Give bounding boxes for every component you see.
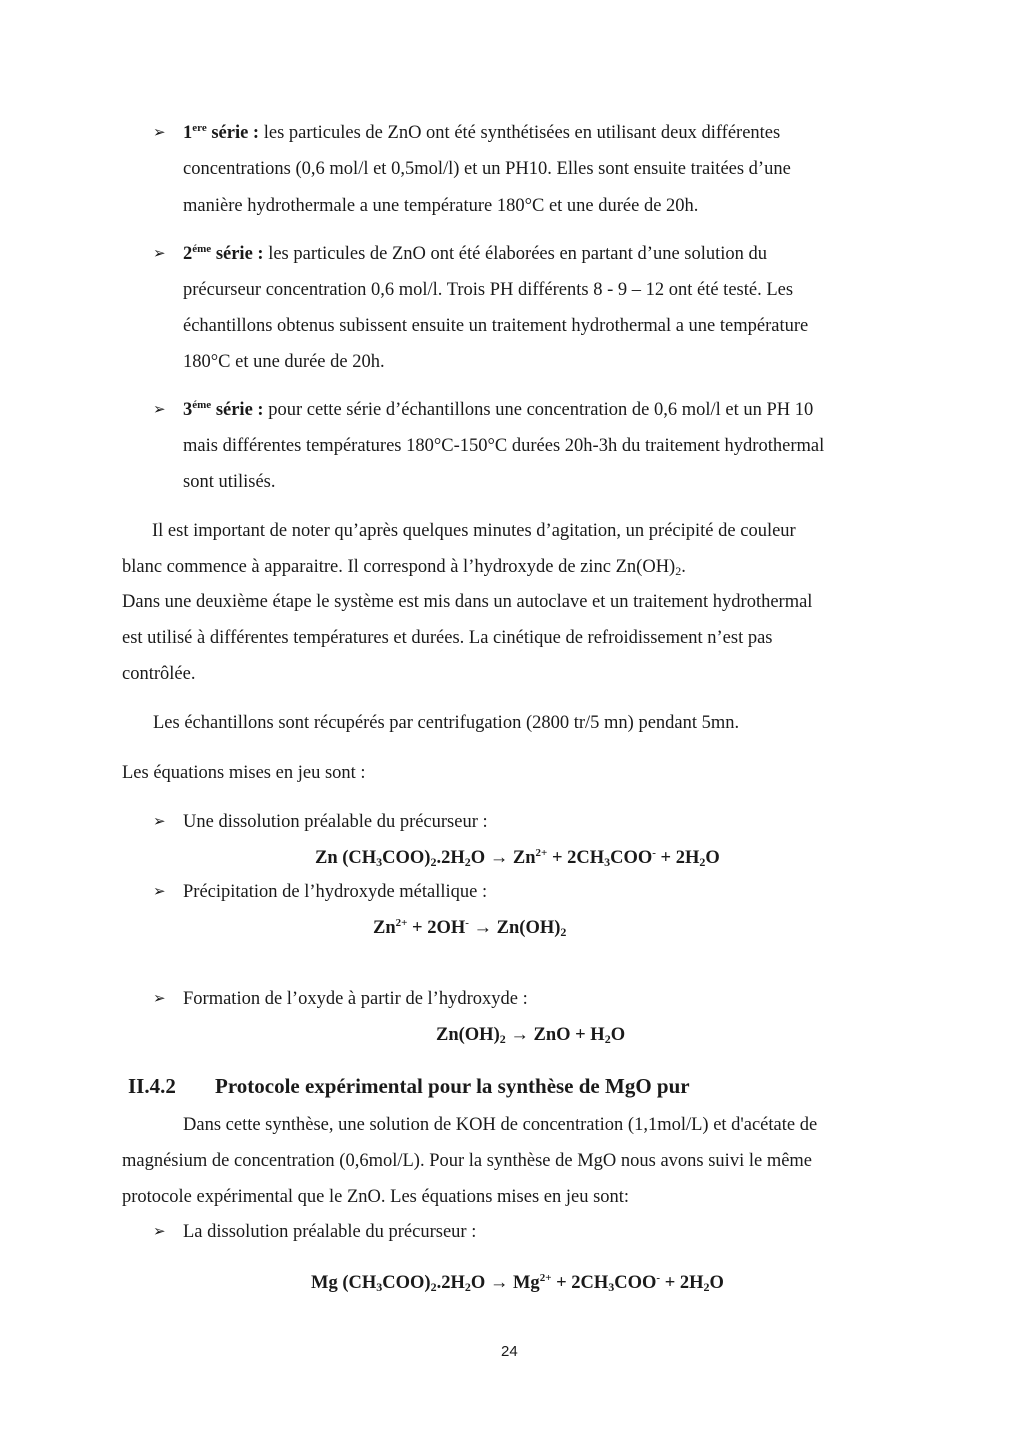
- series-2-line-3: échantillons obtenus subissent ensuite un traitement hydrothermal a une température: [183, 316, 809, 336]
- step-1: Une dissolution préalable du précurseur :: [183, 812, 488, 832]
- para-3: Les échantillons sont récupérés par centrifugation (2800 tr/5 mn) pendant 5mn.: [153, 713, 740, 733]
- series-2-line-4: 180°C et une durée de 20h.: [183, 352, 385, 372]
- para-1-line-2: blanc commence à apparaitre. Il correspond à l’hydroxyde de zinc $Zn(OH)_2$.: [122, 557, 686, 578]
- section-number: II.4.2: [128, 1074, 176, 1098]
- series-1-line-1: 1ere série : les particules de ZnO ont été synthétisées en utilisant deux différentes: [183, 122, 781, 143]
- equation-1: Zn $(CH_3COO)_2.2H_2O \to Zn^{2+} + 2CH_3COO^- + 2H_2O$: [315, 847, 720, 869]
- para-1-line-1: Il est important de noter qu’après quelques minutes d’agitation, un précipité de couleur: [152, 521, 796, 541]
- equation-4: Mg $(CH_3COO)_2.2H_2O \to Mg^{2+} + 2CH_3COO^- + 2H_2O$: [311, 1272, 724, 1294]
- bullet-icon: ➢: [153, 246, 166, 262]
- page-number: 24: [501, 1343, 518, 1360]
- mgo-para-line-3: protocole expérimental que le ZnO. Les équations mises en jeu sont:: [122, 1187, 630, 1207]
- mgo-step: La dissolution préalable du précurseur :: [183, 1222, 477, 1242]
- series-3-line-2: mais différentes températures 180°C-150°C durées 20h-3h du traitement hydrothermal: [183, 436, 825, 456]
- step-2: Précipitation de l’hydroxyde métallique :: [183, 882, 488, 902]
- bullet-icon: ➢: [153, 1224, 166, 1240]
- series-2-line-1: $2^{éme}$ série : les particules de ZnO ont été élaborées en partant d’une solution du: [183, 243, 768, 264]
- section-title: Protocole expérimental pour la synthèse de MgO pur: [215, 1074, 690, 1098]
- para-2-line-1: Dans une deuxième étape le système est mis dans un autoclave et un traitement hydrothermal: [122, 592, 813, 612]
- para-2-line-3: contrôlée.: [122, 664, 196, 684]
- bullet-icon: ➢: [153, 402, 166, 418]
- series-3-line-3: sont utilisés.: [183, 472, 276, 492]
- bullet-icon: ➢: [153, 814, 166, 830]
- step-3: Formation de l’oxyde à partir de l’hydroxyde :: [183, 989, 528, 1009]
- bullet-icon: ➢: [153, 125, 166, 141]
- equation-2: $Zn^{2+} + 2OH^- \to Zn(OH)_2$: [373, 917, 567, 939]
- mgo-para-line-2: magnésium de concentration (0,6mol/L). Pour la synthèse de MgO nous avons suivi le même: [122, 1151, 813, 1171]
- bullet-icon: ➢: [153, 884, 166, 900]
- para-2-line-2: est utilisé à différentes températures et durées. La cinétique de refroidissement n’est pas: [122, 628, 773, 648]
- series-3-line-1: $3^{éme}$ série : pour cette série d’échantillons une concentration de 0,6 mol/l et un PH 10: [183, 399, 814, 420]
- series-2-line-2: précurseur concentration 0,6 mol/l. Trois PH différents 8 - 9 – 12 ont été testé. Les: [183, 280, 794, 300]
- equation-3: $Zn(OH)_2$ → ZnO + $H_2O$: [436, 1025, 626, 1046]
- para-4: Les équations mises en jeu sont :: [122, 763, 366, 783]
- series-1-line-3: manière hydrothermale a une température 180°C et une durée de 20h.: [183, 196, 699, 216]
- mgo-para-line-1: Dans cette synthèse, une solution de KOH de concentration (1,1mol/L) et d'acétate de: [183, 1115, 818, 1135]
- series-1-line-2: concentrations (0,6 mol/l et 0,5mol/l) et un PH10. Elles sont ensuite traitées d’une: [183, 159, 791, 179]
- bullet-icon: ➢: [153, 991, 166, 1007]
